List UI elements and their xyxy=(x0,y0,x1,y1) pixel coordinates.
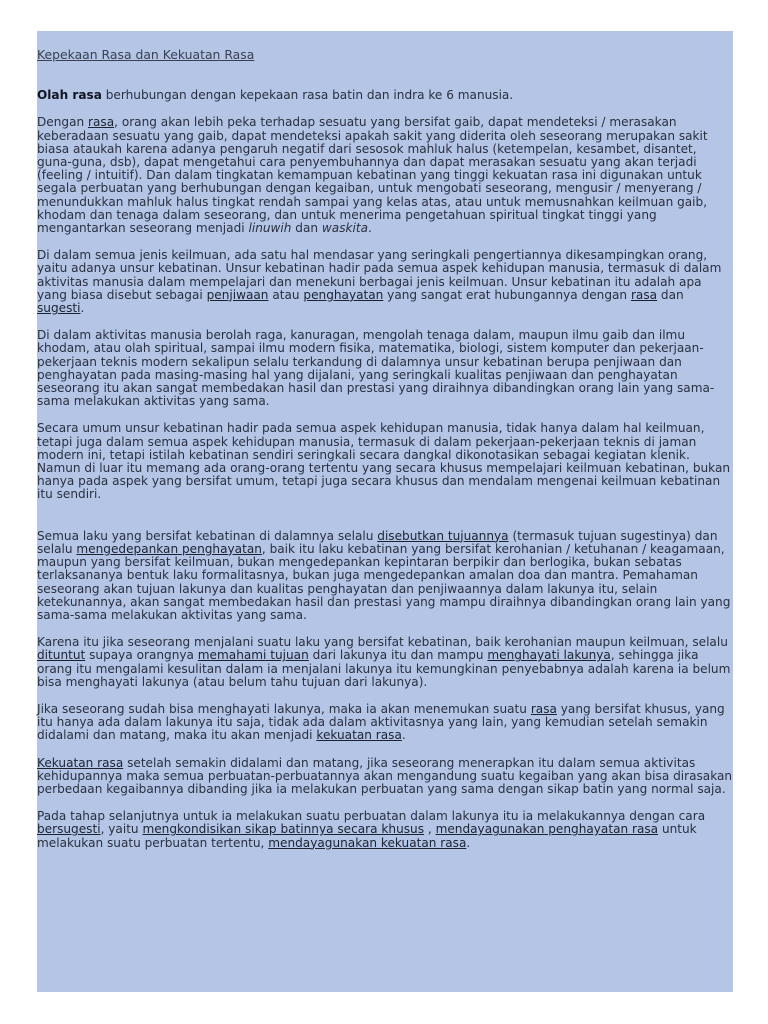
paragraph-text: untuk melakukan suatu perbuatan tertentu, xyxy=(37,822,697,850)
link-penghayatan[interactable]: penghayatan xyxy=(303,287,384,302)
link-mendayagunakan-kekuatan-rasa[interactable]: mendayagunakan kekuatan rasa xyxy=(268,835,467,850)
term-waskita: waskita xyxy=(321,221,369,236)
paragraph-text: Karena itu jika seseorang menjalani suatu laku yang bersifat kebatinan, baik kerohanian maupun keilmuan, selalu xyxy=(37,635,728,650)
document-body xyxy=(37,48,733,864)
term-olah-rasa: Olah rasa xyxy=(37,88,102,103)
paragraph-3 xyxy=(37,249,733,315)
paragraph-text: yang sangat erat hubungannya dengan xyxy=(383,287,631,302)
paragraph-1-text: berhubungan dengan kepekaan rasa batin dan indra ke 6 manusia. xyxy=(101,88,514,103)
paragraph-text: , orang akan lebih peka terhadap sesuatu yang bersifat gaib, dapat mendeteksi / merasakan keberadaan sesuatu yang gaib, dapat mendeteksi apakah sakit yang diderita oleh seseorang merupakan sakit biasa ataukah karena adanya pengaruh negatif dari sesosok mahluk halus (ketempelan, kesambet, disantet, guna-guna, dsb), dapat mengetahui cara penyembuhannya dan dapat merasakan sesuatu yang akan terjadi (feeling / intuitif). Dan dalam tingkatan kemampuan kebatinan yang tinggi kekuatan rasa ini digunakan untuk segala perbuatan yang berhubungan dengan kegaiban, untuk mengobati seseorang, mengusir / menyerang / menundukkan mahluk halus tingkat rendah sampai yang kelas atas, atau untuk memusnahkan keilmuan gaib, khodam dan tenaga dalam seseorang, dan untuk menerima pengetahuan spiritual tingkat tinggi yang mengantarkan seseorang menjadi xyxy=(37,115,708,236)
paragraph-1 xyxy=(37,89,733,102)
paragraph-text: . xyxy=(368,221,372,236)
paragraph-text: . xyxy=(466,835,471,850)
paragraph-text: Di dalam semua jenis keilmuan, ada satu hal mendasar yang seringkali pengertiannya dikesampingkan orang, yaitu adanya unsur kebatinan. Unsur kebatinan hadir pada semua aspek kehidupan manusia, termasuk di dalam aktivitas manusia dalam mempelajari dan menekuni berbagai jenis keilmuan. Unsur kebatinan itu adalah apa yang biasa disebut sebagai xyxy=(37,248,722,302)
paragraph-text: , xyxy=(424,822,436,837)
paragraph-text: atau xyxy=(268,287,304,302)
paragraph-text: , sehingga jika orang itu mengalami kesulitan dalam ia menjalani lakunya itu kemungkinan penyebabnya adalah karena ia belum bisa menghayati lakunya (atau belum tahu tujuan dari lakunya). xyxy=(37,648,731,689)
paragraph-7 xyxy=(37,636,733,689)
paragraph-10 xyxy=(37,810,733,850)
link-memahami-tujuan[interactable]: memahami tujuan xyxy=(197,648,309,663)
paragraph-2 xyxy=(37,116,733,235)
paragraph-text: . xyxy=(401,728,406,743)
link-mendayagunakan-penghayatan-rasa[interactable]: mendayagunakan penghayatan rasa xyxy=(435,822,659,837)
paragraph-8 xyxy=(37,703,733,743)
paragraph-text: (termasuk tujuan sugestinya) dan selalu xyxy=(37,528,718,556)
paragraph-text: Pada tahap selanjutnya untuk ia melakukan suatu perbuatan dalam lakunya itu ia melakukannya dengan cara xyxy=(37,809,706,824)
paragraph-text: dan xyxy=(291,221,322,236)
link-rasa[interactable]: rasa xyxy=(530,701,557,716)
paragraph-9 xyxy=(37,757,733,797)
link-rasa[interactable]: rasa xyxy=(88,115,115,130)
paragraph-text: setelah semakin didalami dan matang, jika seseorang menerapkan itu dalam semua aktivitas kehidupannya maka semua perbuatan-perbuatannya akan mengandung suatu kegaiban yang akan bisa dirasakan perbedaan kegaibannya dibanding jika ia melakukan perbuatan yang sama dengan sikap batin yang normal saja. xyxy=(37,755,733,796)
paragraph-text: supaya orangnya xyxy=(85,648,198,663)
link-penjiwaan[interactable]: penjiwaan xyxy=(206,287,269,302)
paragraph-text: . xyxy=(80,301,85,316)
link-sugesti[interactable]: sugesti xyxy=(37,301,81,316)
document-title: Kepekaan Rasa dan Kekuatan Rasa xyxy=(37,47,255,62)
paragraph-text: Dengan xyxy=(37,115,89,130)
paragraph-text: yang bersifat khusus, yang itu hanya ada dalam lakunya itu saja, tidak ada dalam aktivitasnya yang lain, yang kemudian setelah semakin didalami dan matang, maka itu akan menjadi xyxy=(37,701,725,743)
paragraph-4: Di dalam aktivitas manusia berolah raga, kanuragan, mengolah tenaga dalam, maupun ilmu gaib dan ilmu khodam, atau olah spiritual, sampai ilmu modern fisika, matematika, biologi, sistem komputer dan pekerjaan-pekerjaan teknis modern sekalipun selalu terkandung di dalamnya unsur kebatinan berupa penjiwaan dan penghayatan pada masing-masing hal yang dijalani, yang seringkali kualitas penjiwaan dan penghayatan seseorang itu akan sangat membedakan hasil dan prestasi yang diraihnya dibandingkan orang lain yang sama-sama melakukan aktivitas yang sama. xyxy=(37,328,715,409)
link-disebutkan-tujuannya[interactable]: disebutkan tujuannya xyxy=(377,528,509,543)
paragraph-text: , baik itu laku kebatinan yang bersifat kerohanian / ketuhanan / keagamaan, maupun yang bersifat keilmuan, bukan mengedepankan kepintaran berpikir dan berlogika, bukan sebatas terlaksananya bentuk laku formalitasnya, bukan juga mengedepankan amalan doa dan mantra. Pemahaman seseorang akan tujuan lakunya dan kualitas penghayatan dan penjiwaannya dalam lakunya itu, selain ketekunannya, akan sangat membedakan hasil dan prestasi yang mampu diraihnya dibandingkan orang lain yang sama-sama melakukan aktivitas yang sama. xyxy=(37,541,731,622)
paragraph-text: Jika seseorang sudah bisa menghayati lakunya, maka ia akan menemukan suatu xyxy=(37,701,531,716)
paragraph-6 xyxy=(37,530,733,622)
paragraph-text: dan xyxy=(657,287,684,302)
link-mengedepankan-penghayatan[interactable]: mengedepankan penghayatan xyxy=(76,541,262,556)
link-kekuatan-rasa[interactable]: Kekuatan rasa xyxy=(37,755,124,770)
paragraph-text: dari lakunya itu dan mampu xyxy=(308,648,488,663)
link-bersugesti[interactable]: bersugesti xyxy=(37,822,101,837)
link-dituntut[interactable]: dituntut xyxy=(37,648,86,663)
link-mengkondisikan-sikap-batin[interactable]: mengkondisikan sikap batinnya secara khusus xyxy=(142,822,425,837)
paragraph-5: Secara umum unsur kebatinan hadir pada semua aspek kehidupan manusia, tidak hanya dalam hal keilmuan, tetapi juga dalam semua aspek kehidupan manusia, termasuk di dalam pekerjaan-pekerjaan teknis di jaman modern ini, tetapi istilah kebatinan sendiri seringkali secara dangkal dikonotasikan sebagai kegiatan klenik. Namun di luar itu memang ada orang-orang tertentu yang secara khusus mempelajari keilmuan kebatinan, bukan hanya pada aspek yang bersifat umum, tetapi juga secara khusus dan mendalam mengenai keilmuan kebatinan itu sendiri. xyxy=(37,421,731,502)
paragraph-text: Semua laku yang bersifat kebatinan di dalamnya selalu xyxy=(37,528,378,543)
term-linuwih: linuwih xyxy=(248,221,292,236)
paragraph-text: , yaitu xyxy=(100,822,143,837)
link-rasa[interactable]: rasa xyxy=(630,287,658,302)
document-page xyxy=(37,31,733,992)
link-kekuatan-rasa[interactable]: kekuatan rasa xyxy=(316,728,402,743)
link-menghayati-lakunya[interactable]: menghayati lakunya xyxy=(487,648,611,663)
